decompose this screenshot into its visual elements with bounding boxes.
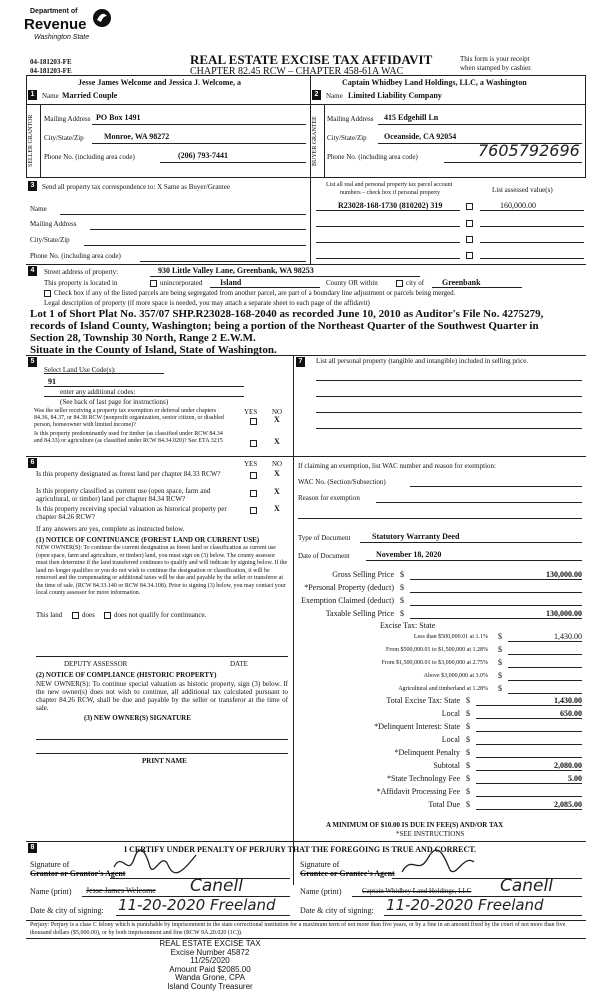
buyer-mailing-label: Mailing Address (327, 115, 373, 123)
parties-divider (310, 75, 311, 178)
parcel-header-2: numbers – check box if personal property (340, 190, 440, 196)
segregated-label: Check box if any of the listed parcels are being segregated from another parcel, are part of a boundary line adjustment or parcels being merged. (54, 289, 455, 297)
subtotal-value: 2,080.00 (554, 761, 582, 770)
s5-yes: YES (244, 408, 257, 416)
legal-line-1: Lot 1 of Short Plat No. 357/07 SHP.R23028-168-2040 as recorded June 10, 2010 as Auditor's File No. 4275279, (30, 308, 543, 320)
assessed-line-2[interactable] (480, 226, 584, 227)
section-2-badge: 2 (312, 90, 321, 100)
seller-label-divider (40, 104, 41, 178)
exemption-dollar: $ (400, 596, 404, 605)
print-name: PRINT NAME (142, 757, 187, 765)
section7-label: List all personal property (tangible and intangible) included in selling price. (316, 357, 584, 366)
grantee-sig-label: Signature of (300, 860, 339, 869)
s3-divider (310, 178, 311, 264)
perjury-bottom-line (26, 938, 586, 939)
county-label: County OR within (326, 279, 378, 287)
s3-phone-label: Phone No. (including area code) (30, 252, 121, 260)
section-4-badge: 4 (28, 266, 37, 276)
s8-top-line (26, 841, 586, 842)
s7-line-1[interactable] (316, 380, 582, 381)
seller-name-2: Married Couple (62, 91, 117, 100)
delinq-state-label: *Delinquent Interest: State (374, 722, 460, 731)
stamp-line-2: Excise Number 45872 (150, 949, 270, 958)
receipt-note-2: when stamped by cashier. (460, 64, 532, 72)
seller-city-label: City/State/Zip (44, 134, 84, 142)
s6-no: NO (272, 460, 282, 468)
exemption-label: If claiming an exemption, list WAC number and reason for exemption: (298, 462, 496, 470)
grantor-date-line[interactable] (116, 915, 290, 916)
stamp-line-3: 11/25/2020 (150, 957, 270, 966)
perjury-top-line (26, 920, 586, 921)
within-city-checkbox[interactable] (396, 280, 403, 287)
total-due-line (476, 809, 582, 810)
parties-hline (26, 104, 586, 105)
buyer-mailing: 415 Edgehill Ln (384, 113, 438, 122)
tier5-field[interactable] (508, 693, 582, 694)
legal-line-4: Situate in the County of Island, State of Washington. (30, 344, 277, 356)
buyer-city-label: City/State/Zip (327, 134, 367, 142)
delinq-penalty-dollar: $ (466, 748, 470, 757)
reason-field-2[interactable] (298, 518, 582, 519)
s3-phone-field[interactable] (140, 261, 306, 262)
print-name-line[interactable] (36, 753, 288, 754)
receipt-note-1: This form is your receipt (460, 55, 530, 63)
grantor-agent-label: Grantor or Grantor's Agent (30, 869, 125, 878)
legal-line-3: Section 28, Township 30 North, Range 2 E.W.M. (30, 332, 256, 344)
parcel-line-4[interactable] (316, 258, 460, 259)
parcel-personal-checkbox-2[interactable] (466, 220, 473, 227)
s6-q3-yes[interactable] (250, 507, 257, 514)
personal-dollar: $ (400, 583, 404, 592)
tier1-label: Less than $500,000.01 at 1.1% (414, 634, 488, 640)
grantor-handwritten-name: Canell (190, 876, 243, 896)
delinq-penalty-field[interactable] (476, 757, 582, 758)
delinq-local-label: Local (442, 735, 460, 744)
file-no-2: 04-181203-FE (30, 67, 72, 75)
total-state-value: 1,430.00 (554, 696, 582, 705)
s6-q1: Is this property designated as forest land per chapter 84.33 RCW? (36, 470, 236, 478)
tier2-label: From $500,000.01 to $1,500,000 at 1.28% (386, 647, 488, 653)
doc-type: Statutory Warranty Deed (372, 532, 459, 541)
parcel-personal-checkbox-3[interactable] (466, 236, 473, 243)
form-title: REAL ESTATE EXCISE TAX AFFIDAVIT (190, 52, 432, 68)
exemption-claimed-label: Exemption Claimed (deduct) (301, 596, 394, 605)
unincorporated-checkbox[interactable] (150, 280, 157, 287)
legal-label: Legal description of property (if more space is needed, you may attach a separate sheet to each page of the affidavit) (44, 299, 370, 307)
section-5-badge: 5 (28, 357, 37, 367)
total-state-line (476, 705, 582, 706)
additional-codes-label: enter any additional codes: (60, 388, 135, 396)
does-checkbox[interactable] (72, 612, 79, 619)
middle-divider (293, 355, 294, 885)
does-not-checkbox[interactable] (104, 612, 111, 619)
parcel-number: R23028-168-1730 (810202) 319 (338, 201, 442, 210)
s5-no: NO (272, 408, 282, 416)
file-no-1: 04-181203-FE (30, 58, 72, 66)
street-line (150, 276, 420, 277)
this-land-label: This land (36, 611, 62, 619)
stamp-line-4: Amount Paid $2085.00 (150, 966, 270, 975)
see-instructions: *SEE INSTRUCTIONS (396, 830, 464, 838)
land-use-line-0 (44, 373, 164, 374)
grantor-sig-label: Signature of (30, 860, 69, 869)
grantor-signature-icon (110, 847, 200, 881)
grantor-print-name: Jesse James Welcome (86, 886, 156, 895)
grantee-agent-label: Grantee or Grantee's Agent (300, 869, 395, 878)
receipt-stamp (150, 940, 270, 991)
buyer-mailing-line (378, 124, 582, 125)
affidavit-fee-label: *Affidavit Processing Fee (377, 787, 460, 796)
section-8-badge: 8 (28, 843, 37, 853)
affidavit-fee-field[interactable] (476, 796, 582, 797)
tier1-line (508, 641, 582, 642)
land-use-code: 91 (48, 377, 56, 386)
seller-city-line (92, 143, 306, 144)
doc-type-label: Type of Document (298, 534, 350, 542)
s3-bottom-line (26, 264, 586, 265)
tier5-dollar: $ (498, 684, 502, 693)
tier1-value: 1,430.00 (554, 632, 582, 641)
street-address: 930 Little Valley Lane, Greenbank, WA 98253 (158, 266, 314, 275)
send-correspondence: Send all property tax correspondence to: X Same as Buyer/Grantee (42, 183, 230, 191)
parcel-personal-checkbox[interactable] (466, 203, 473, 210)
stamp-line-1: REAL ESTATE EXCISE TAX (150, 940, 270, 949)
county-value: Island (220, 278, 241, 287)
assessed-line-1 (480, 210, 584, 211)
tier4-dollar: $ (498, 671, 502, 680)
land-use-field[interactable] (44, 386, 244, 387)
local-line (476, 718, 582, 719)
grantee-print-name: Captain Whidbey Land Holdings, LLC (362, 887, 471, 895)
seller-mailing: PO Box 1491 (96, 113, 140, 122)
additional-codes-field[interactable] (44, 396, 244, 397)
tech-fee-value: 5.00 (568, 774, 582, 783)
minimum-note: A MINIMUM OF $10.00 IS DUE IN FEE(S) AND/OR TAX (326, 821, 503, 829)
excise-state-label: Excise Tax: State (380, 621, 435, 630)
land-use-label: Select Land Use Code(s): (44, 366, 116, 374)
s3-city-field[interactable] (84, 245, 306, 246)
seller-name-label: Name (42, 92, 59, 100)
total-state-label: Total Excise Tax: State (386, 696, 460, 705)
new-owner-sig-line[interactable] (36, 739, 288, 740)
taxable-value: 130,000.00 (546, 609, 582, 618)
form-subtitle: CHAPTER 82.45 RCW – CHAPTER 458-61A WAC (190, 66, 403, 77)
tier3-dollar: $ (498, 658, 502, 667)
delinq-state-field[interactable] (476, 731, 582, 732)
seller-phone-line (160, 162, 306, 163)
total-state-dollar: $ (466, 696, 470, 705)
certify-statement: I CERTIFY UNDER PENALTY OF PERJURY THAT THE FOREGOING IS TRUE AND CORRECT. (124, 845, 476, 854)
notice1-title: (1) NOTICE OF CONTINUANCE (FOREST LAND OR CURRENT USE) (36, 536, 259, 544)
reason-field[interactable] (376, 502, 582, 503)
new-owner-sig: (3) NEW OWNER(S) SIGNATURE (84, 714, 191, 722)
affidavit-fee-dollar: $ (466, 787, 470, 796)
parcel-header-1: List all real and personal property tax parcel account (326, 182, 452, 188)
buyer-name-1: Captain Whidbey Land Holdings, LLC, a Washington (342, 78, 527, 87)
does-label: does (82, 611, 95, 619)
tech-fee-line (476, 783, 582, 784)
gross-label: Gross Selling Price (332, 570, 394, 579)
s7-line-3[interactable] (316, 412, 582, 413)
tier2-dollar: $ (498, 645, 502, 654)
personal-label: *Personal Property (deduct) (304, 583, 394, 592)
seller-phone: (206) 793-7441 (178, 151, 228, 160)
seller-mailing-label: Mailing Address (44, 115, 90, 123)
section-3-badge: 3 (28, 181, 37, 191)
seller-phone-label: Phone No. (including area code) (44, 153, 135, 161)
s5-q2-yes[interactable] (250, 440, 257, 447)
street-label: Street address of property: (44, 268, 118, 276)
s6-q1-yes[interactable] (250, 472, 257, 479)
see-back: (See back of last page for instructions) (60, 398, 168, 406)
section-6-badge: 6 (28, 458, 37, 468)
dept-line3: Washington State (34, 34, 89, 41)
grantor-handwritten-date: 11-20-2020 Freeland (118, 896, 276, 914)
grantee-date-line[interactable] (384, 915, 582, 916)
s6-q2-no-mark[interactable]: X (274, 487, 280, 496)
parcel-line-1 (316, 210, 460, 211)
wac-label: WAC No. (Section/Subsection) (298, 478, 386, 486)
s3-name-field[interactable] (60, 214, 306, 215)
delinq-local-field[interactable] (476, 744, 582, 745)
seller-name-1: Jesse James Welcome and Jessica J. Welcome, a (78, 78, 241, 87)
buyer-name-2: Limited Liability Company (348, 91, 442, 100)
buyer-city: Oceanside, CA 92054 (384, 132, 456, 141)
stamp-line-6: Island County Treasurer (150, 983, 270, 991)
s7-line-4[interactable] (316, 428, 582, 429)
if-yes-note: If any answers are yes, complete as instructed below. (36, 525, 184, 533)
taxable-dollar: $ (400, 609, 404, 618)
taxable-line (410, 618, 582, 619)
wac-field[interactable] (410, 486, 582, 487)
assessed-line-3[interactable] (480, 242, 584, 243)
tier1-dollar: $ (498, 632, 502, 641)
gross-value: 130,000.00 (546, 570, 582, 579)
notice2-body: NEW OWNER(S): To continue special valuation as historic property, sign (3) below. If the new owner(s) does not wish to continue, all additional tax calculated pursuant to chapter 84.26 RCW, shall be due and payable by the seller or transferor at the time of sale. (36, 680, 288, 712)
tech-fee-dollar: $ (466, 774, 470, 783)
delinq-state-dollar: $ (466, 722, 470, 731)
s6-q2: Is this property classified as current use (open space, farm and agricultural, or timber) land per chapter 84.34 RCW? (36, 487, 236, 503)
s6-q3: Is this property receiving special valuation as historical property per chapter 84.26 RCW? (36, 505, 236, 521)
deputy-sig-line[interactable] (36, 656, 288, 657)
stamp-line-5: Wanda Grone, CPA (150, 974, 270, 983)
city-value: Greenbank (442, 278, 481, 287)
doc-type-line (360, 542, 582, 543)
tier3-field[interactable] (508, 667, 582, 668)
s5-top-line (26, 355, 586, 356)
s5-q2: Is this property predominantly used for timber (as classified under RCW 84.34 and 84.33) or agriculture (as classified under RCW 84.34.020)? See ETA 3215 (34, 431, 230, 445)
total-due-value: 2,085.00 (554, 800, 582, 809)
subtotal-line (476, 770, 582, 771)
tech-fee-label: *State Technology Fee (387, 774, 460, 783)
s7-line-2[interactable] (316, 396, 582, 397)
local-dollar: $ (466, 709, 470, 718)
seller-mailing-line (92, 124, 306, 125)
tier4-field[interactable] (508, 680, 582, 681)
perjury-statement: Perjury: Perjury is a class C felony which is punishable by imprisonment in the state correctional institution for a maximum term of not more than five years, or by a fine in an amount fixed by the court of not more than five thousand dollars ($5,000.00), or by both imprisonment and fine (RCW 9A.20.020 (1C)). (30, 922, 582, 937)
grantee-handwritten-name: Canell (500, 876, 553, 896)
personal-field[interactable] (410, 592, 582, 593)
subtotal-label: Subtotal (433, 761, 460, 770)
notice2-title: (2) NOTICE OF COMPLIANCE (HISTORIC PROPERTY) (36, 671, 216, 679)
s3-city-label: City/State/Zip (30, 236, 70, 244)
buyer-label-divider (324, 104, 325, 178)
tier3-label: From $1,500,000.01 to $3,000,000 at 2.75% (382, 660, 489, 666)
assessed-value: 160,000.00 (500, 201, 536, 210)
section-1-badge: 1 (28, 90, 37, 100)
subtotal-dollar: $ (466, 761, 470, 770)
parcel-personal-checkbox-4[interactable] (466, 252, 473, 259)
deputy-date: DATE (230, 660, 248, 668)
seller-vertical-label: SELLER GRANTOR (28, 108, 38, 174)
city-of-label: city of (406, 279, 424, 287)
s5-q1-yes[interactable] (250, 418, 257, 425)
grantee-signature-icon (398, 848, 478, 880)
s6-yes: YES (244, 460, 257, 468)
delinq-local-dollar: $ (466, 735, 470, 744)
wa-logo-icon (92, 8, 112, 28)
taxable-label: Taxable Selling Price (326, 609, 394, 618)
tier5-label: Agricultural and timberland at 1.28% (398, 686, 488, 692)
s3-name-label: Name (30, 205, 47, 213)
grantor-name-label: Name (print) (30, 887, 72, 896)
segregated-checkbox[interactable] (44, 290, 51, 297)
delinq-penalty-label: *Delinquent Penalty (394, 748, 460, 757)
legal-line-2: records of Island County, Washington; being a portion of the Northeast Quarter of the Southwest Quarter in (30, 320, 539, 332)
assessed-header: List assessed value(s) (492, 186, 553, 194)
grantee-sig-line[interactable] (392, 878, 582, 879)
total-due-label: Total Due (428, 800, 460, 809)
s3-mailing-label: Mailing Address (30, 220, 76, 228)
doc-date-line (366, 560, 582, 561)
s5-q2-no-mark[interactable]: X (274, 437, 280, 446)
located-label: This property is located in (44, 279, 117, 287)
grantee-name-label: Name (print) (300, 887, 342, 896)
buyer-name-label: Name (326, 92, 343, 100)
notice1-body: NEW OWNER(S): To continue the current designation as forest land or classification as current use (open space, farm and agriculture, or timber) land, you must sign on (3) below. The county assessor must then determine if the land transferred continues to qualify and will indicate by signing below. If the land no longer qualifies or you do not wish to continue the designation or classification, it will be removed and the compensating or additional taxes will be due and payable by the seller or transferor at the time of sale. (RCW 84.33.140 or RCW 84.34.108). Prior to signing (3) below, you may contact your local county assessor for more information. (36, 545, 288, 598)
s6-q1-no-mark[interactable]: X (274, 469, 280, 478)
s6-q3-no-mark[interactable]: X (274, 504, 280, 513)
reason-label: Reason for exemption (298, 494, 360, 502)
tier4-label: Above $3,000,000 at 3.0% (424, 673, 488, 679)
doc-date: November 18, 2020 (376, 550, 441, 559)
dept-line2: Revenue (24, 16, 87, 33)
grantee-handwritten-date: 11-20-2020 Freeland (386, 896, 544, 914)
local-value: 650.00 (560, 709, 582, 718)
assessed-line-4[interactable] (480, 258, 584, 259)
deputy-assessor: DEPUTY ASSESSOR (64, 660, 127, 668)
unincorporated-label: unincorporated (160, 279, 202, 287)
dept-line1: Department of (30, 8, 77, 15)
grantee-date-label: Date & city of signing: (300, 906, 374, 915)
s5-q1-no-mark[interactable]: X (274, 415, 280, 424)
grantor-date-label: Date & city of signing: (30, 906, 104, 915)
s5-q1: Was the seller receiving a property tax exemption or deferral under chapters 84.36, 84.37, or 84.38 RCW (nonprofit organization, senior citizen, or disabled person, homeowner with limited income)? (34, 408, 230, 429)
s6-q2-yes[interactable] (250, 490, 257, 497)
doc-date-label: Date of Document (298, 552, 350, 560)
tier2-field[interactable] (508, 654, 582, 655)
city-line (432, 287, 522, 288)
local-label: Local (442, 709, 460, 718)
gross-line (410, 579, 582, 580)
gross-dollar: $ (400, 570, 404, 579)
parcel-line-3[interactable] (316, 242, 460, 243)
s3-mailing-field[interactable] (90, 229, 306, 230)
county-line (210, 287, 320, 288)
s6-top-line (26, 456, 586, 457)
parcel-line-2[interactable] (316, 226, 460, 227)
seller-city: Monroe, WA 98272 (104, 132, 169, 141)
section-7-badge: 7 (296, 357, 305, 367)
total-due-dollar: $ (466, 800, 470, 809)
buyer-phone-label: Phone No. (including area code) (327, 153, 418, 161)
buyer-phone-line (444, 162, 582, 163)
exemption-field[interactable] (410, 605, 582, 606)
buyer-phone-handwritten: 7605792696 (478, 141, 580, 160)
buyer-vertical-label: BUYER GRANTEE (312, 108, 322, 174)
does-not-label: does not qualify for continuance. (114, 611, 206, 619)
